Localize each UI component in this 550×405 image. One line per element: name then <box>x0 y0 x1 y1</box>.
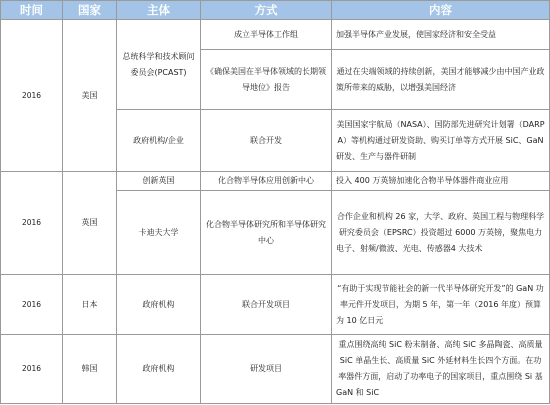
header-method: 方式 <box>201 1 332 20</box>
content-cell: 重点围绕高纯 SiC 粉末制备、高纯 SiC 多晶陶瓷、高质量 SiC 单晶生长、高质量 SiC 外延材料生长四个方面。在功率器件方面，启动了功率电子的国家项目，重点围绕 Si 基 GaN 和 SiC <box>332 335 550 404</box>
subject-cell: 政府机构 <box>117 335 201 404</box>
method-cell: 研发项目 <box>201 335 332 404</box>
header-content: 内容 <box>332 1 550 20</box>
year-cell: 2016 <box>1 172 63 275</box>
method-cell: 化合物半导体研究所和半导体研究中心 <box>201 191 332 275</box>
method-cell: 化合物半导体应用创新中心 <box>201 172 332 191</box>
method-cell: 《确保美国在半导体领域的长期领导地位》报告 <box>201 50 332 110</box>
table-row <box>1 172 550 191</box>
header-subject: 主体 <box>117 1 201 20</box>
subject-cell: 总统科学和技术顾问委员会(PCAST) <box>117 20 201 110</box>
content-cell: 美国国家宇航局（NASA）、国防部先进研究计划署（DARPA）等机构通过研发资助、购买订单等方式开展 SiC、GaN 研发、生产与器件研制 <box>332 110 550 172</box>
country-cell: 韩国 <box>63 335 117 404</box>
content-cell: “有助于实现节能社会的新一代半导体研究开发”的 GaN 功率元件开发项目，为期 5 年，第一年（2016 年度）预算为 10 亿日元 <box>332 275 550 335</box>
content-cell: 合作企业和机构 26 家，大学、政府、英国工程与物理科学研究委员会（EPSRC）投资超过 6000 万英镑，聚焦电力电子、射频/微波、光电、传感器4 大技术 <box>332 191 550 275</box>
table-row <box>1 20 550 50</box>
subject-cell: 创新英国 <box>117 172 201 191</box>
method-cell: 联合开发 <box>201 110 332 172</box>
subject-cell: 卡迪夫大学 <box>117 191 201 275</box>
year-cell: 2016 <box>1 20 63 172</box>
year-cell: 2016 <box>1 335 63 404</box>
header-country: 国家 <box>63 1 117 20</box>
content-cell: 通过在尖端领域的持续创新，美国才能够减少由中国产业政策所带来的威胁，以增强美国经济 <box>332 50 550 110</box>
subject-cell: 政府机构 <box>117 275 201 335</box>
method-cell: 成立半导体工作组 <box>201 20 332 50</box>
year-cell: 2016 <box>1 275 63 335</box>
content-cell: 加强半导体产业发展，使国家经济和安全受益 <box>332 20 550 50</box>
country-cell: 日本 <box>63 275 117 335</box>
country-cell: 美国 <box>63 20 117 172</box>
header-time: 时间 <box>1 1 63 20</box>
table-row <box>1 335 550 404</box>
subject-cell: 政府机构/企业 <box>117 110 201 172</box>
method-cell: 联合开发项目 <box>201 275 332 335</box>
header-row <box>1 1 550 20</box>
country-cell: 英国 <box>63 172 117 275</box>
content-cell: 投入 400 万英镑加速化合物半导体器件商业应用 <box>332 172 550 191</box>
table-row <box>1 275 550 335</box>
